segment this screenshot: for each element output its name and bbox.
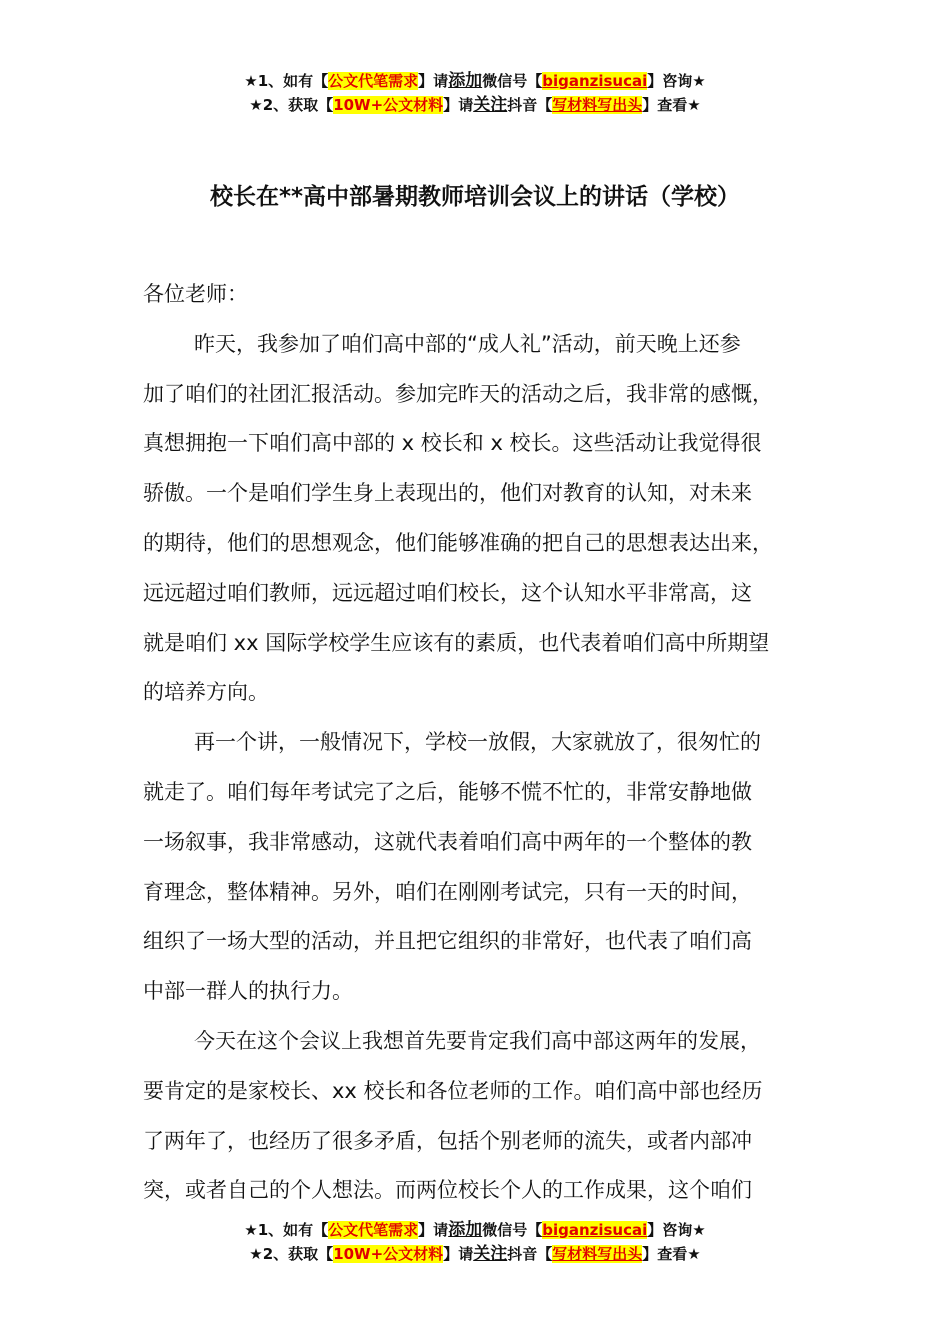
text-line: 骄傲。一个是咱们学生身上表现出的，他们对教育的认知，对未来 (143, 481, 752, 506)
text: 】咨询★ (647, 72, 706, 90)
text: 】咨询★ (647, 1221, 706, 1239)
document-title: 校长在**高中部暑期教师培训会议上的讲话（学校） (209, 184, 741, 210)
text-line: 育理念，整体精神。另外，咱们在刚刚考试完，只有一天的时间， (143, 879, 752, 904)
text-line: 了两年了，也经历了很多矛盾，包括个别老师的流失，或者内部冲 (143, 1128, 752, 1153)
douyin-id: 写材料写出头 (552, 1245, 643, 1263)
text: 添加 (448, 1220, 483, 1240)
text-line: 突，或者自己的个人想法。而两位校长个人的工作成果，这个咱们 (143, 1178, 752, 1203)
banner-line-2 (0, 1242, 950, 1266)
text-line: 各位老师： (143, 282, 248, 306)
text: 】请 (443, 1245, 474, 1263)
text: 添加 (448, 71, 483, 91)
text: 关注 (473, 1244, 508, 1264)
banner-line-1 (0, 1218, 950, 1242)
douyin-id: 写材料写出头 (552, 96, 643, 114)
text-line: 中部一群人的执行力。 (143, 979, 353, 1004)
footer-banner (0, 1218, 950, 1266)
text-line: 一场叙事，我非常感动，这就代表着咱们高中两年的一个整体的教 (143, 829, 752, 854)
highlight: 公文代笔需求 (328, 1221, 419, 1239)
highlight: 公文代笔需求 (328, 72, 419, 90)
text: ★2、获取【 (249, 96, 334, 114)
text-line: 就走了。咱们每年考试完了之后，能够不慌不忙的，非常安静地做 (143, 779, 752, 804)
text: 微信号【 (482, 1221, 543, 1239)
text: ★1、如有【 (244, 1221, 329, 1239)
text-line: 组织了一场大型的活动，并且把它组织的非常好，也代表了咱们高 (143, 929, 752, 954)
text: 】请 (443, 96, 474, 114)
header-banner (0, 69, 950, 117)
text-line: 的期待，他们的思想观念，他们能够准确的把自己的思想表达出来， (143, 530, 773, 555)
text: 关注 (473, 95, 508, 115)
text: 微信号【 (482, 72, 543, 90)
highlight: 10W+公文材料 (333, 1245, 444, 1263)
text: ★1、如有【 (244, 72, 329, 90)
text-line: 远远超过咱们教师，远远超过咱们校长，这个认知水平非常高，这 (143, 580, 752, 605)
banner-line-2 (0, 93, 950, 117)
highlight: 10W+公文材料 (333, 96, 444, 114)
text-line: 要肯定的是家校长、xx 校长和各位老师的工作。咱们高中部也经历 (143, 1078, 763, 1103)
banner-line-1 (0, 69, 950, 93)
wechat-id: biganzisucai (542, 72, 648, 90)
text: 抖音【 (507, 96, 553, 114)
text-line: 就是咱们 xx 国际学校学生应该有的素质，也代表着咱们高中所期望 (143, 630, 770, 655)
text-line: 的培养方向。 (143, 680, 269, 705)
document-body (143, 276, 833, 1222)
text-line: 再一个讲，一般情况下，学校一放假，大家就放了，很匆忙的 (194, 730, 761, 755)
text: 】请 (418, 72, 449, 90)
text-line: 真想拥抱一下咱们高中部的 x 校长和 x 校长。这些活动让我觉得很 (143, 431, 762, 456)
text: 】查看★ (642, 1245, 701, 1263)
text: 】请 (418, 1221, 449, 1239)
text: 抖音【 (507, 1245, 553, 1263)
text-line: 加了咱们的社团汇报活动。参加完昨天的活动之后，我非常的感慨， (143, 381, 773, 406)
text-line: 今天在这个会议上我想首先要肯定我们高中部这两年的发展， (194, 1028, 761, 1053)
wechat-id: biganzisucai (542, 1221, 648, 1239)
text: ★2、获取【 (249, 1245, 334, 1263)
text-line: 昨天，我参加了咱们高中部的“成人礼”活动，前天晚上还参 (194, 331, 741, 356)
text: 】查看★ (642, 96, 701, 114)
